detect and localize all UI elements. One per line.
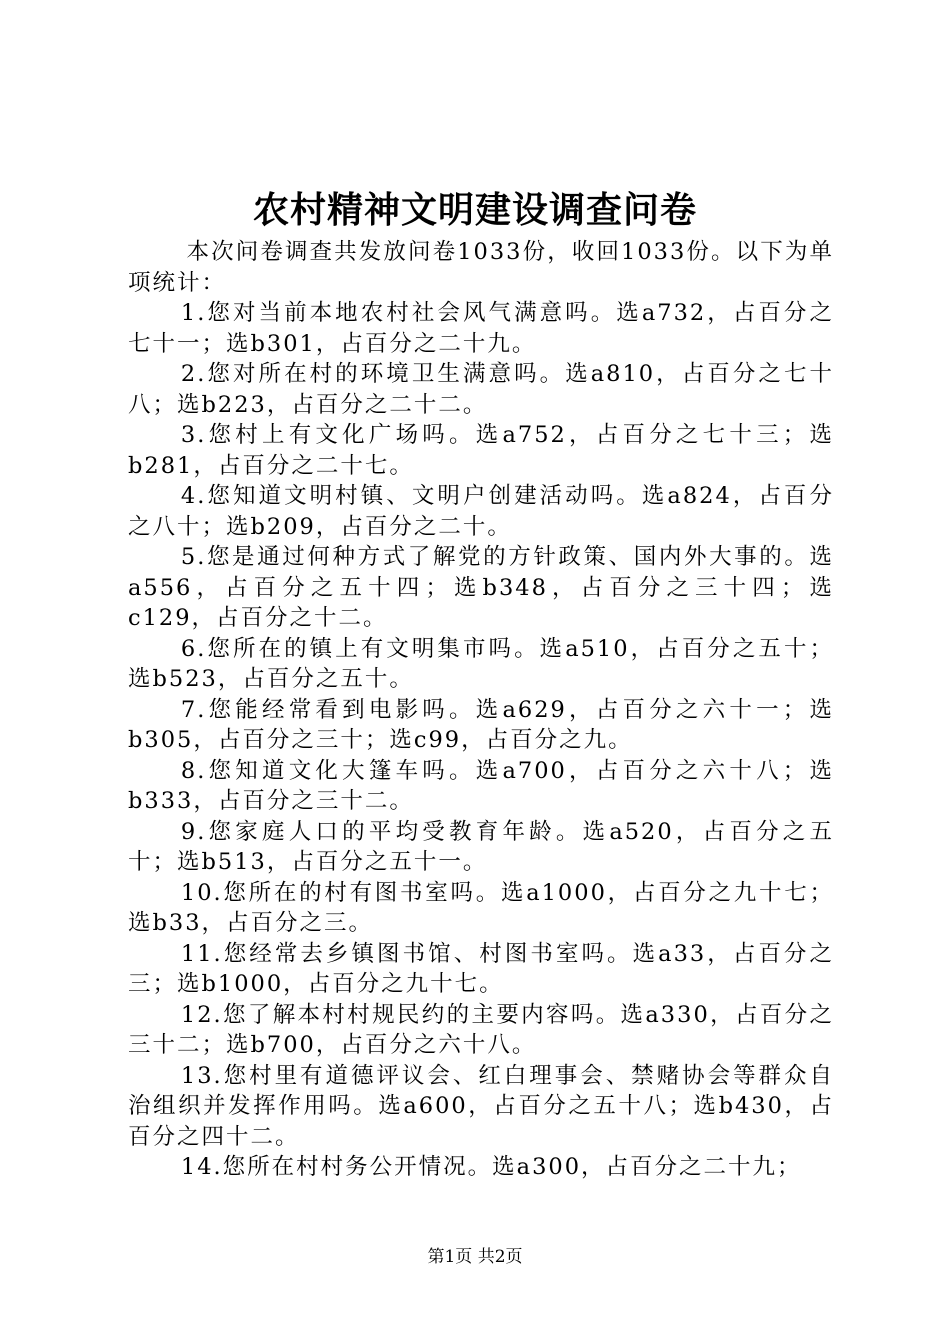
survey-item-12: 12.您了解本村村规民约的主要内容吗。选a330，占百分之三十二；选b700，占百分之六十八。: [128, 1001, 834, 1058]
document-body: [128, 237, 834, 1183]
document-title: 农村精神文明建设调查问卷: [252, 189, 697, 231]
survey-item-5: 5.您是通过何种方式了解党的方针政策、国内外大事的。选a556，占百分之五十四；选b348，占百分之三十四；选c129，占百分之十二。: [128, 544, 834, 631]
intro-paragraph: 本次问卷调查共发放问卷1033份，收回1033份。以下为单项统计：: [128, 239, 834, 296]
survey-item-13: 13.您村里有道德评议会、红白理事会、禁赌协会等群众自治组织并发挥作用吗。选a600，占百分之五十八；选b430，占百分之四十二。: [128, 1062, 834, 1150]
survey-item-9: 9.您家庭人口的平均受教育年龄。选a520，占百分之五十；选b513，占百分之五十一。: [128, 818, 834, 875]
survey-item-4: 4.您知道文明村镇、文明户创建活动吗。选a824，占百分之八十；选b209，占百分之二十。: [128, 483, 834, 540]
survey-item-11: 11.您经常去乡镇图书馆、村图书室吗。选a33，占百分之三；选b1000，占百分之九十七。: [128, 940, 834, 997]
survey-item-10: 10.您所在的村有图书室吗。选a1000，占百分之九十七；选b33，占百分之三。: [128, 879, 834, 936]
page-footer: 第1页 共2页: [427, 1247, 523, 1267]
survey-item-2: 2.您对所在村的环境卫生满意吗。选a810，占百分之七十八；选b223，占百分之二十二。: [128, 361, 834, 418]
survey-item-3: 3.您村上有文化广场吗。选a752，占百分之七十三；选b281，占百分之二十七。: [128, 422, 834, 479]
survey-item-14: 14.您所在村村务公开情况。选a300，占百分之二十九；: [180, 1154, 802, 1180]
survey-item-6: 6.您所在的镇上有文明集市吗。选a510，占百分之五十；选b523，占百分之五十。: [128, 635, 834, 692]
survey-item-7: 7.您能经常看到电影吗。选a629，占百分之六十一；选b305，占百分之三十；选c99，占百分之九。: [128, 696, 834, 753]
survey-item-1: 1.您对当前本地农村社会风气满意吗。选a732，占百分之七十一；选b301，占百分之二十九。: [128, 300, 834, 357]
survey-item-8: 8.您知道文化大篷车吗。选a700，占百分之六十八；选b333，占百分之三十二。: [128, 757, 834, 814]
